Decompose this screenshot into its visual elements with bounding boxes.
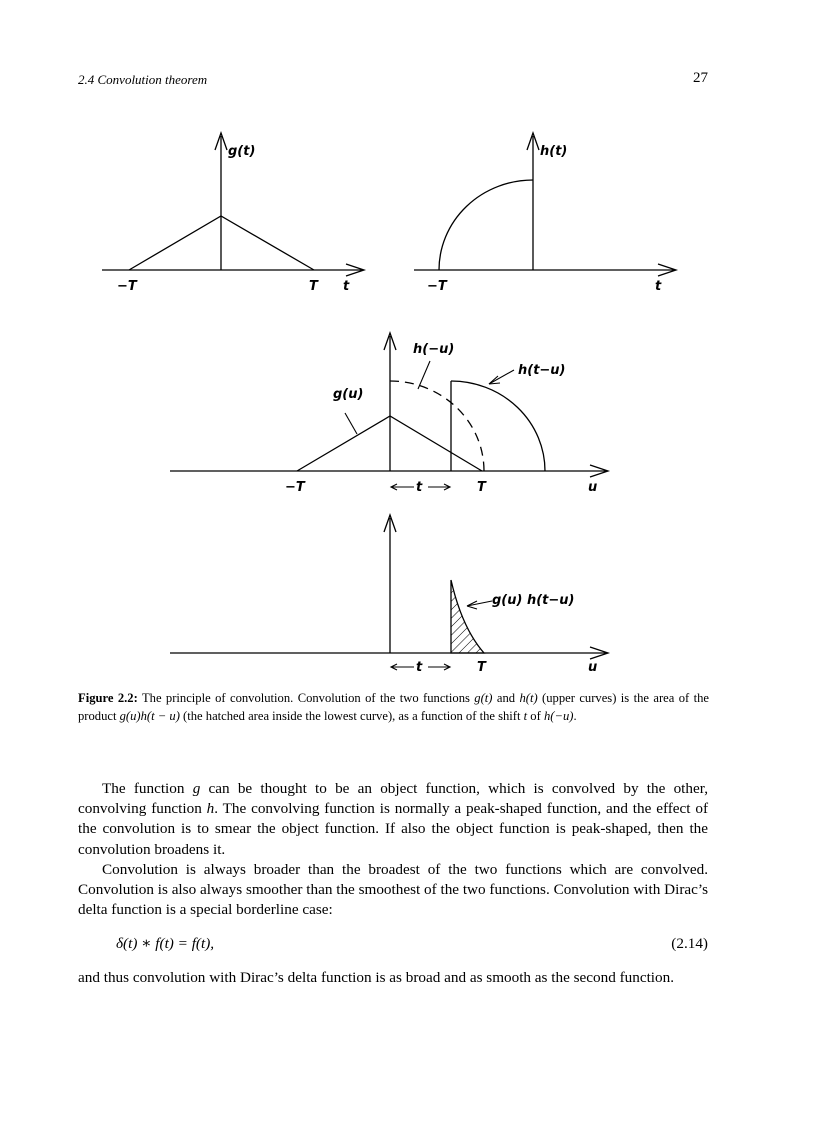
section-title: 2.4 Convolution theorem — [78, 72, 208, 87]
panel-conv-label-h-shift: h(t−u) — [518, 363, 566, 378]
paragraph-2: Convolution is always broader than the broadest of the two functions which are convolved. Convolution is also always smoother than the smoothest of the two functions. Convolution with Dirac’s delta function is a special borderline case: — [78, 860, 708, 919]
panel-conv-shift-label: t — [416, 480, 423, 495]
body-text — [78, 779, 708, 989]
panel-h-xlabel: t — [655, 279, 662, 294]
panel-conv-label-g: g(u) — [333, 387, 364, 402]
caption-text: (upper curves) is the area of the product — [78, 691, 709, 723]
page-number: 27 — [693, 70, 708, 86]
math-g: g — [192, 780, 201, 797]
panel-g — [102, 133, 364, 294]
panel-h-tick-neg: −T — [427, 279, 447, 294]
panel-conv-xlabel: u — [588, 480, 598, 495]
panel-g-xlabel: t — [343, 279, 350, 294]
panel-conv-leader-h-shift — [489, 370, 514, 384]
panel-h-quarter-circle — [439, 180, 533, 270]
caption-text: of — [527, 709, 544, 723]
panel-product-hatched-area — [451, 580, 484, 653]
panel-product-tick-pos: T — [477, 660, 486, 675]
caption-math-product: g(u)h(t − u) — [119, 709, 180, 723]
panel-product — [170, 515, 608, 675]
panel-h — [414, 133, 676, 294]
panel-conv-h-shift-curve — [451, 381, 545, 471]
paragraph-text: . The convolving function is normally a peak-shaped function, and the effect of the convolution is to smear the object function. If also the object function is peak-shaped, then the convolution broadens it. — [78, 800, 708, 858]
equation-2-14 — [78, 934, 708, 954]
panel-product-label: g(u) h(t−u) — [492, 593, 575, 608]
caption-math-t: t — [523, 709, 528, 723]
caption-math-h: h(t) — [519, 691, 538, 705]
caption-text: (the hatched area inside the lowest curve), as a function of the shift — [179, 709, 524, 723]
paragraph-3: and thus convolution with Dirac’s delta function is as broad and as smooth as the second function. — [78, 969, 674, 987]
figure-caption — [78, 689, 709, 725]
caption-text: The principle of convolution. Convolution of the two functions — [137, 691, 475, 705]
panel-conv-leader-g — [345, 413, 357, 434]
math-h: h — [206, 800, 215, 818]
panel-conv-leader-h-shift-arrow — [489, 376, 500, 384]
panel-conv-label-h-neg: h(−u) — [413, 342, 455, 357]
panel-g-tick-pos: T — [309, 279, 318, 294]
paragraph-text: The function — [102, 780, 193, 797]
panel-product-shift-label: t — [416, 660, 423, 675]
panel-product-leader — [467, 601, 492, 606]
paragraph-text: can be thought to be an object function, which is convolved by the other, convolving function — [78, 780, 708, 818]
caption-math-h-neg: h(−u) — [543, 709, 574, 723]
panel-conv-leader-h-neg — [418, 361, 430, 389]
panel-product-xlabel: u — [588, 660, 598, 675]
panel-g-tick-neg: −T — [117, 279, 137, 294]
panel-conv-h-neg-dashed — [390, 381, 484, 471]
caption-math-g: g(t) — [474, 691, 493, 705]
panel-conv — [170, 333, 608, 495]
caption-label: Figure 2.2: — [78, 691, 138, 705]
panel-g-ylabel: g(t) — [228, 144, 256, 159]
panel-conv-tick-neg: −T — [285, 480, 305, 495]
caption-text: and — [492, 691, 520, 705]
equation-text: δ(t) ∗ f(t) = f(t), — [116, 935, 215, 953]
panel-conv-tick-pos: T — [477, 480, 486, 495]
paragraph-1 — [78, 779, 708, 860]
caption-text: . — [573, 709, 577, 723]
panel-h-ylabel: h(t) — [540, 144, 568, 159]
equation-number: (2.14) — [671, 935, 708, 953]
